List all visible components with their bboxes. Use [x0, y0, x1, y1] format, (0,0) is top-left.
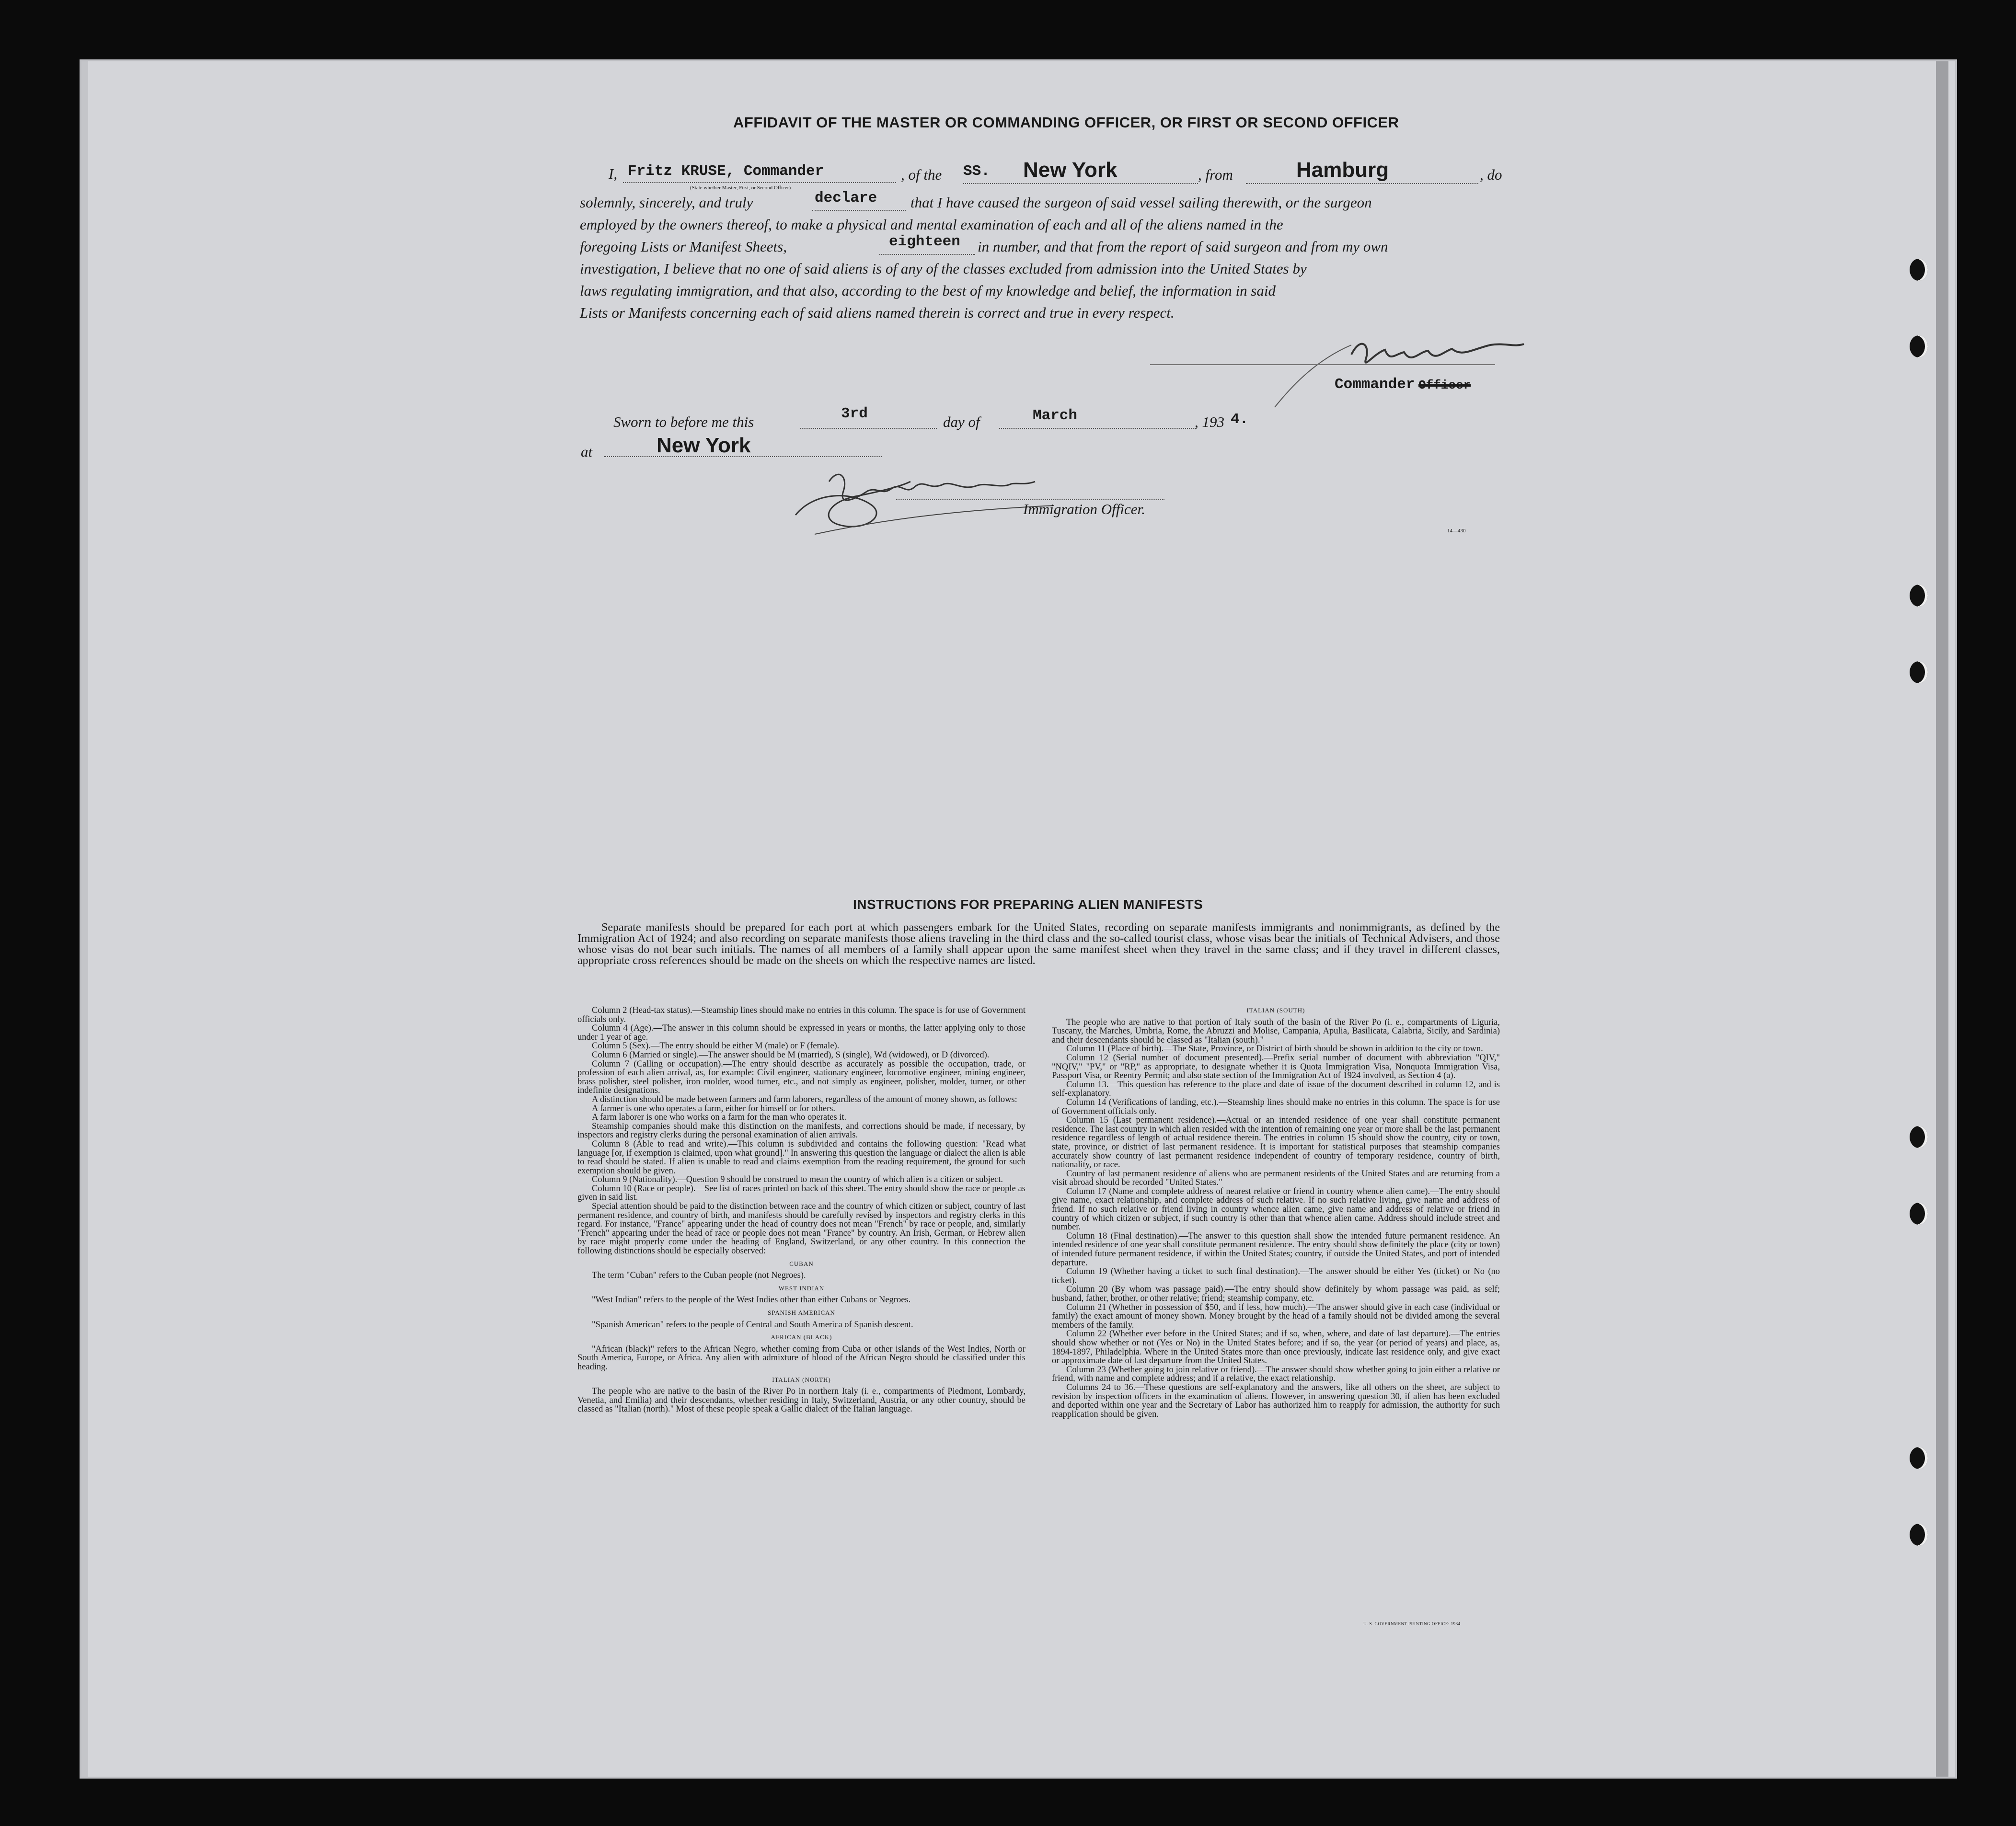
sheet-right-edge [1936, 61, 1948, 1777]
para-column6: Column 6 (Married or single).—The answer should be M (married), S (single), Wd (widowed), or D (divorced). [592, 1050, 990, 1060]
para-column23: Column 23 (Whether going to join relative or friend).—The answer should show whether going to join either a relative or friend, with name and complete address; and if a relative, the exact relationship. [1052, 1365, 1500, 1384]
para-column5: Column 5 (Sex).—The entry should be either M (male) or F (female). [592, 1041, 840, 1051]
para-column20: Column 20 (By whom was passage paid).—The entry should show definitely by whom passage was paid, as self; husband, father, brother, or other relative; friend; steamship company, etc. [1052, 1285, 1500, 1303]
para-columns24-36: Columns 24 to 36.—These questions are self-explanatory and the answers, like all others on the sheet, are subject to revision by inspection officers in the examination of aliens. However, in answering question 30, if alien has been excluded and deported within one year and the Secretary of Labor has authorized him to reapply for admission, the authority for such reapplication should be given. [1052, 1382, 1500, 1419]
para-column11: Column 11 (Place of birth).—The State, Province, or District of birth should be shown in addition to the city or town. [1066, 1044, 1483, 1054]
year-prefix: , 193 [1195, 413, 1224, 430]
officer-name: Fritz KRUSE, Commander [628, 163, 824, 180]
para-column15-country: Country of last permanent residence of aliens who are permanent residents of the United States and are returning from a visit abroad should be recorded "United States." [1052, 1169, 1500, 1188]
sheet-count: eighteen [889, 233, 960, 250]
commander-signature [1246, 326, 1533, 412]
binder-hole [1910, 1447, 1928, 1469]
do-word: , do [1480, 166, 1502, 183]
sworn-place: New York [657, 434, 751, 457]
para-column4: Column 4 (Age).—The answer in this column should be expressed in years or months, the latter applying only to those under 1 year of age. [577, 1023, 1025, 1042]
para-column15: Column 15 (Last permanent residence).—Actual or an intended residence of one year shall constitute permanent residence. The last country in which alien resided with the intention of remaining one year or more shall be the last permanent residence regardless of length of actual residence therein. The entries in column 15 should show the country, city or town, state, province, or district of last permanent residence. It is important for statistical purposes that steamship companies accurately show country of last permanent residence independent of country of temporary residence, country of birth, nationality, or race. [1052, 1115, 1500, 1170]
instructions-intro: Separate manifests should be prepared for each port at which passengers embark for the United States, recording on separate manifests immigrants and nonimmigrants, as defined by the Immigration Act of 1924; and also recording on separate manifests those aliens traveling in the third class and the so-called tourist class, whose visas bear the initials of Technical Advisers, and those whose visas do not bear such initials. The names of all members of a family shall appear upon the same manifest sheet when they travel in the same class; and if they travel in different classes, appropriate cross references should be made on the sheets on which the respective names are listed. [577, 921, 1500, 967]
immigration-officer-label: Immigration Officer. [1023, 501, 1145, 517]
place-line [604, 456, 882, 457]
officer-note: (State whether Master, First, or Second Officer) [690, 185, 791, 191]
binder-hole [1910, 585, 1928, 607]
aff-line2b: that I have caused the surgeon of said vessel sailing therewith, or the surgeon [910, 194, 1372, 211]
count-line [879, 254, 975, 255]
month-line [999, 428, 1196, 429]
binder-hole [1910, 1126, 1928, 1148]
para-column2: Column 2 (Head-tax status).—Steamship lines should make no entries in this column. The space is for use of Government officials only. [577, 1006, 1025, 1024]
para-column19: Column 19 (Whether having a ticket to such final destination).—The answer should be either Yes (ticket) or No (no ticket). [1052, 1267, 1500, 1286]
of-the: , of the [901, 166, 942, 183]
binder-hole [1910, 259, 1928, 281]
year-digit: 4. [1231, 411, 1249, 428]
para-column9: Column 9 (Nationality).—Question 9 should be construed to mean the country of which alien is a citizen or subject. [592, 1175, 1003, 1185]
from-word: , from [1198, 166, 1233, 183]
para-italian-north: The people who are native to the basin of the River Po in northern Italy (i. e., compartments of Piedmont, Lombardy, Venetia, and Emilia) and their descendants, whether residing in Italy, Switzerland, Austria, or any other country, should be classed as "Italian (north)." Most of these people speak a Gallic dialect of the Italian language. [577, 1387, 1025, 1414]
vessel-prefix: SS. [963, 163, 990, 180]
aff-line7: Lists or Manifests concerning each of said aliens named therein is correct and true in every respect. [580, 304, 1175, 321]
para-column17: Column 17 (Name and complete address of nearest relative or friend in country whence alien came).—The entry should give name, exact relationship, and complete address of such relative. If no such relative living, give name and address of friend. If no such relative or friend living in country whence alien came, give name and address of relative or friend in country of which citizen or subject, if such country is other than that whence alien came. Address should include street and number. [1052, 1186, 1500, 1232]
para-column22: Column 22 (Whether ever before in the United States; and if so, when, where, and date of last departure).—The entries should show whether or not (Yes or No) in the United States before; and if so, the year (or period of years) and place, as, 1894-1897, Philadelphia. Where in the United States more than once previously, indicate last residence only, and give exact or approximate date of last departure from the United States. [1052, 1329, 1500, 1366]
para-special-attention: Special attention should be paid to the distinction between race and the country of which citizen or subject, country of last permanent residence, and country of birth, and manifests should be carefully revised by inspectors and registry clerks in this regard. For instance, "France" appearing under the head of country does not mean "French" by race or people, and, similarly "French" appearing under the head of race or people does not mean "France" by country. An Irish, German, or Hebrew alien by race might properly come under the heading of England, Switzerland, or any other country. In this connection the following distinctions should be especially observed: [577, 1202, 1025, 1256]
commander-sign-line [1150, 364, 1495, 365]
heading-west-indian: WEST INDIAN [778, 1284, 825, 1292]
aff-line5: investigation, I believe that no one of said aliens is of any of the classes excluded from admission into the United States by [580, 260, 1307, 277]
heading-italian-north: ITALIAN (NORTH) [772, 1376, 831, 1383]
para-column10: Column 10 (Race or people).—See list of races printed on back of this sheet. The entry should show the race or people as given in said list. [577, 1183, 1025, 1203]
para-column18: Column 18 (Final destination).—The answer to this question shall show the intended future permanent residence. An intended residence of one year shall constitute permanent residence. The entry should show definitely the place (city or town) of intended future permanent residence, if within the United States; country, if outside the United States, and port of intended departure. [1052, 1231, 1500, 1268]
sworn-day: 3rd [841, 405, 868, 422]
heading-italian-south: ITALIAN (SOUTH) [1246, 1007, 1305, 1014]
form-number: 14—430 [1447, 528, 1466, 534]
sworn-text: Sworn to before me this [613, 413, 754, 430]
para-farmer: A farmer is one who operates a farm, either for himself or for others. [592, 1103, 836, 1114]
para-west-indian: "West Indian" refers to the people of the West Indies other than either Cubans or Negroes. [592, 1295, 911, 1305]
para-african: "African (black)" refers to the African Negro, whether coming from Cuba or other islands of the West Indies, North or South America, Europe, or Africa. Any alien with admixture of blood of the African Negro should be classified under this heading. [577, 1344, 1025, 1372]
day-line [800, 428, 937, 429]
port-line [1246, 183, 1478, 184]
aff-line2a: solemnly, sincerely, and truly [580, 194, 753, 211]
affidavit-title: AFFIDAVIT OF THE MASTER OR COMMANDING OFFICER, OR FIRST OR SECOND OFFICER [733, 114, 1399, 131]
aff-line6: laws regulating immigration, and that also, according to the best of my knowledge and belief, the information in said [580, 282, 1276, 299]
sheet-left-edge [81, 61, 88, 1777]
binder-hole [1910, 1203, 1928, 1225]
para-column12: Column 12 (Serial number of document presented).—Prefix serial number of document with abbreviation "QIV," "NQIV," "PV," or "RP," as appropriate, to designate whether it is Quota Immigration Visa, Nonquota Immigration Visa, Passport Visa, or Reentry Permit; and also state section of the Immigration Act of 1924 involved, as Section 4 (a). [1052, 1053, 1500, 1081]
declare-word: declare [815, 190, 877, 207]
sworn-month: March [1033, 407, 1078, 424]
officer-line [623, 182, 896, 183]
vessel-line [963, 183, 1198, 184]
binder-hole [1910, 335, 1928, 357]
at-word: at [581, 443, 593, 460]
heading-african: AFRICAN (BLACK) [771, 1333, 832, 1341]
para-spanish-american: "Spanish American" refers to the people of Central and South America of Spanish descent. [592, 1320, 913, 1330]
heading-spanish-american: SPANISH AMERICAN [768, 1309, 835, 1316]
para-steamship-distinction: Steamship companies should make this distinction on the manifests, and corrections should be made, if necessary, by inspectors and registry clerks during the personal examination of alien arrivals. [577, 1121, 1025, 1140]
signer-title: Commander [1335, 376, 1415, 393]
instructions-title: INSTRUCTIONS FOR PREPARING ALIEN MANIFESTS [853, 897, 1203, 912]
affidavit-i: I, [609, 165, 618, 182]
para-column13: Column 13.—This question has reference to the place and date of issue of the document described in column 12, and is self-explanatory. [1052, 1080, 1500, 1099]
instructions-right-column [1052, 1002, 1500, 1419]
para-column21: Column 21 (Whether in possession of $50, and if less, how much).—The answer should give in each case (individual or family) the exact amount of money shown. Money brought by the head of a family should not be divided among the several members of the family. [1052, 1302, 1500, 1330]
port-name: Hamburg [1296, 158, 1389, 182]
para-farm-distinction: A distinction should be made between farmers and farm laborers, regardless of the amount of money shown, as follows: [592, 1094, 1017, 1104]
binder-hole [1910, 1524, 1928, 1546]
printing-office-imprint: U. S. GOVERNMENT PRINTING OFFICE: 1934 [1363, 1621, 1461, 1626]
para-column8: Column 8 (Able to read and write).—This column is subdivided and contains the following question: "Read what language [or, if exemption is claimed, upon what ground]." In answering this question the language or dialect the alien is able to read should be stated. If alien is unable to read and claims exemption from the reading requirement, the ground for such exemption should be given. [577, 1139, 1025, 1176]
para-column7: Column 7 (Calling or occupation).—The entry should describe as accurately as possible the occupation, trade, or profession of each alien arrival, as, for example: Civil engineer, stationary engineer, locomotive engineer, mining engineer, brass polisher, steel polisher, iron molder, wood turner, etc., and not simply as engineer, polisher, molder, turner, or other indefinite designations. [577, 1059, 1025, 1096]
aff-line4b: in number, and that from the report of said surgeon and from my own [978, 238, 1388, 255]
heading-cuban: CUBAN [789, 1260, 814, 1267]
para-column14: Column 14 (Verifications of landing, etc.).—Steamship lines should make no entries in this column. The space is for use of Government officials only. [1052, 1097, 1500, 1116]
para-farm-laborer: A farm laborer is one who works on a farm for the man who operates it. [592, 1113, 847, 1123]
aff-line4a: foregoing Lists or Manifest Sheets, [580, 238, 787, 255]
aff-line3: employed by the owners thereof, to make a physical and mental examination of each and all of the aliens named in the [580, 216, 1283, 233]
day-of: day of [943, 413, 980, 430]
instructions-left-column [577, 1006, 1025, 1414]
declare-line [812, 210, 906, 211]
binder-hole [1910, 661, 1928, 683]
para-cuban: The term "Cuban" refers to the Cuban people (not Negroes). [592, 1271, 806, 1281]
para-italian-south: The people who are native to that portion of Italy south of the basin of the River Po (i. e., compartments of Liguria, Tuscany, the Marches, Umbria, Rome, the Abruzzi and Molise, Campania, Apulia, Basilicata, Calabria, Sicily, and Sardinia) and their descendants should be classed as "Italian (south)." [1052, 1017, 1500, 1045]
struck-officer: Officer [1418, 378, 1471, 392]
vessel-name: New York [1023, 158, 1117, 182]
